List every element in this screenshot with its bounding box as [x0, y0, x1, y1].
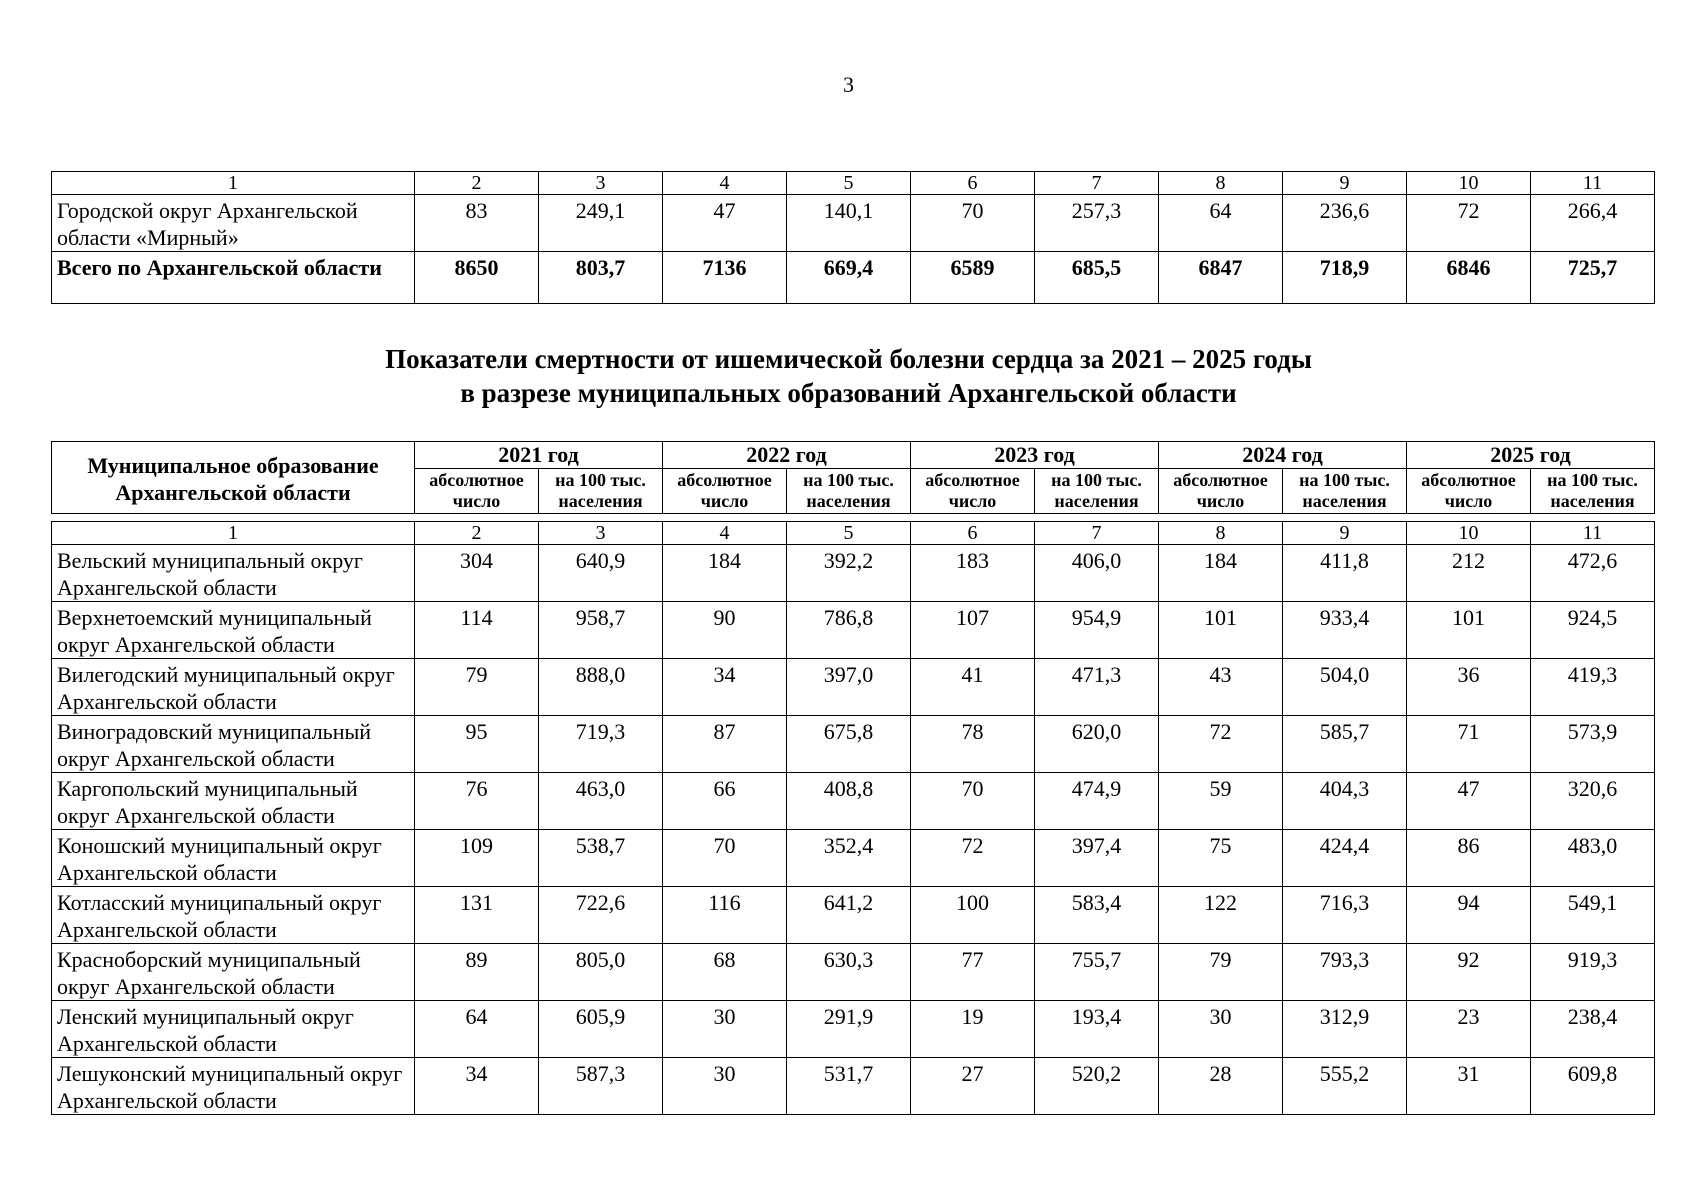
rate-value-cell: 406,0	[1035, 545, 1159, 602]
absolute-header-line: абсолютное	[925, 470, 1020, 490]
absolute-value-cell: 36	[1407, 659, 1531, 716]
rate-value-cell: 474,9	[1035, 773, 1159, 830]
per-100k-header	[1283, 469, 1407, 514]
rate-value-cell: 320,6	[1531, 773, 1655, 830]
absolute-value-cell: 7136	[663, 252, 787, 304]
absolute-value-cell: 30	[663, 1058, 787, 1115]
absolute-number-header	[663, 469, 787, 514]
rate-value-cell: 352,4	[787, 830, 911, 887]
absolute-value-cell: 70	[911, 195, 1035, 252]
rate-value-cell: 463,0	[539, 773, 663, 830]
municipality-name: Коношский муниципальный округ Архангельской области	[52, 830, 415, 887]
absolute-value-cell: 183	[911, 545, 1035, 602]
page-number: 3	[843, 72, 854, 97]
municipality-name: Котласский муниципальный округ Архангельской области	[52, 887, 415, 944]
municipality-name: Всего по Архангельской области	[52, 252, 415, 304]
column-index-cell: 7	[1035, 522, 1159, 545]
column-index-cell: 3	[539, 172, 663, 195]
rate-value-cell: 140,1	[787, 195, 911, 252]
table-row	[52, 659, 1655, 716]
rate-value-cell: 725,7	[1531, 252, 1655, 304]
column-index-cell: 9	[1283, 522, 1407, 545]
municipality-name: Вилегодский муниципальный округ Архангельской области	[52, 659, 415, 716]
rate-value-cell: 483,0	[1531, 830, 1655, 887]
absolute-value-cell: 116	[663, 887, 787, 944]
absolute-value-cell: 304	[415, 545, 539, 602]
title-line-1: Показатели смертности от ишемической болезни сердца за 2021 – 2025 годы	[385, 344, 1312, 374]
rate-value-cell: 397,4	[1035, 830, 1159, 887]
absolute-number-header	[1407, 469, 1531, 514]
absolute-header-line: число	[1196, 491, 1245, 511]
absolute-value-cell: 131	[415, 887, 539, 944]
column-index-cell: 5	[787, 172, 911, 195]
absolute-value-cell: 6589	[911, 252, 1035, 304]
per-100k-header-line: населения	[1550, 491, 1635, 511]
rate-value-cell: 640,9	[539, 545, 663, 602]
rate-value-cell: 583,4	[1035, 887, 1159, 944]
rate-value-cell: 722,6	[539, 887, 663, 944]
rate-value-cell: 392,2	[787, 545, 911, 602]
column-index-cell: 4	[663, 522, 787, 545]
column-index-cell: 2	[415, 522, 539, 545]
column-index-cell: 1	[52, 172, 415, 195]
rate-value-cell: 924,5	[1531, 602, 1655, 659]
rate-value-cell: 472,6	[1531, 545, 1655, 602]
absolute-value-cell: 70	[663, 830, 787, 887]
absolute-value-cell: 34	[663, 659, 787, 716]
rate-value-cell: 249,1	[539, 195, 663, 252]
table-row	[52, 195, 1655, 252]
column-index-cell: 2	[415, 172, 539, 195]
rate-value-cell: 193,4	[1035, 1001, 1159, 1058]
per-100k-header-line: населения	[806, 491, 891, 511]
rate-value-cell: 411,8	[1283, 545, 1407, 602]
rate-value-cell: 538,7	[539, 830, 663, 887]
absolute-value-cell: 41	[911, 659, 1035, 716]
year-header: 2025 год	[1407, 442, 1655, 469]
municipality-name: Верхнетоемский муниципальный округ Архангельской области	[52, 602, 415, 659]
absolute-value-cell: 68	[663, 944, 787, 1001]
per-100k-header-line: на 100 тыс.	[1051, 470, 1142, 490]
absolute-header-line: абсолютное	[429, 470, 524, 490]
absolute-value-cell: 31	[1407, 1058, 1531, 1115]
mortality-table	[51, 521, 1655, 1115]
absolute-value-cell: 76	[415, 773, 539, 830]
municipality-header: Муниципальное образование Архангельской области	[52, 442, 415, 514]
absolute-value-cell: 109	[415, 830, 539, 887]
per-100k-header	[539, 469, 663, 514]
rate-value-cell: 933,4	[1283, 602, 1407, 659]
rate-value-cell: 424,4	[1283, 830, 1407, 887]
absolute-value-cell: 66	[663, 773, 787, 830]
column-index-cell: 6	[911, 172, 1035, 195]
rate-value-cell: 587,3	[539, 1058, 663, 1115]
rate-value-cell: 419,3	[1531, 659, 1655, 716]
table-row	[52, 944, 1655, 1001]
absolute-value-cell: 184	[1159, 545, 1283, 602]
rate-value-cell: 755,7	[1035, 944, 1159, 1001]
municipality-name: Ленский муниципальный округ Архангельской области	[52, 1001, 415, 1058]
column-index-cell: 9	[1283, 172, 1407, 195]
absolute-value-cell: 89	[415, 944, 539, 1001]
rate-value-cell: 630,3	[787, 944, 911, 1001]
municipality-name: Каргопольский муниципальный округ Архангельской области	[52, 773, 415, 830]
per-100k-header-line: населения	[1054, 491, 1139, 511]
rate-value-cell: 793,3	[1283, 944, 1407, 1001]
absolute-value-cell: 19	[911, 1001, 1035, 1058]
absolute-value-cell: 72	[911, 830, 1035, 887]
municipality-name: Виноградовский муниципальный округ Архангельской области	[52, 716, 415, 773]
column-index-cell: 7	[1035, 172, 1159, 195]
table-title	[0, 342, 1697, 410]
rate-value-cell: 803,7	[539, 252, 663, 304]
municipality-name: Городской округ Архангельской области «Мирный»	[52, 195, 415, 252]
rate-value-cell: 919,3	[1531, 944, 1655, 1001]
rate-value-cell: 718,9	[1283, 252, 1407, 304]
absolute-value-cell: 94	[1407, 887, 1531, 944]
table-row	[52, 716, 1655, 773]
rate-value-cell: 573,9	[1531, 716, 1655, 773]
absolute-value-cell: 59	[1159, 773, 1283, 830]
rate-value-cell: 504,0	[1283, 659, 1407, 716]
absolute-value-cell: 47	[663, 195, 787, 252]
column-index-cell: 11	[1531, 172, 1655, 195]
per-100k-header	[1531, 469, 1655, 514]
absolute-value-cell: 92	[1407, 944, 1531, 1001]
absolute-value-cell: 30	[1159, 1001, 1283, 1058]
rate-value-cell: 805,0	[539, 944, 663, 1001]
absolute-value-cell: 95	[415, 716, 539, 773]
absolute-header-line: число	[1444, 491, 1493, 511]
absolute-number-header	[415, 469, 539, 514]
column-index-cell: 6	[911, 522, 1035, 545]
per-100k-header-line: на 100 тыс.	[803, 470, 894, 490]
absolute-value-cell: 75	[1159, 830, 1283, 887]
absolute-value-cell: 28	[1159, 1058, 1283, 1115]
title-line-2: в разрезе муниципальных образований Архангельской области	[460, 378, 1237, 408]
absolute-header-line: абсолютное	[1421, 470, 1516, 490]
year-header: 2024 год	[1159, 442, 1407, 469]
rate-value-cell: 669,4	[787, 252, 911, 304]
rate-value-cell: 958,7	[539, 602, 663, 659]
absolute-value-cell: 6846	[1407, 252, 1531, 304]
column-index-cell: 4	[663, 172, 787, 195]
year-header: 2023 год	[911, 442, 1159, 469]
absolute-value-cell: 212	[1407, 545, 1531, 602]
table-row	[52, 1058, 1655, 1115]
absolute-value-cell: 27	[911, 1058, 1035, 1115]
rate-value-cell: 609,8	[1531, 1058, 1655, 1115]
rate-value-cell: 685,5	[1035, 252, 1159, 304]
rate-value-cell: 641,2	[787, 887, 911, 944]
rate-value-cell: 397,0	[787, 659, 911, 716]
absolute-value-cell: 114	[415, 602, 539, 659]
rate-value-cell: 675,8	[787, 716, 911, 773]
absolute-value-cell: 90	[663, 602, 787, 659]
column-index-row	[52, 522, 1655, 545]
per-100k-header-line: на 100 тыс.	[1547, 470, 1638, 490]
absolute-value-cell: 43	[1159, 659, 1283, 716]
column-index-cell: 10	[1407, 522, 1531, 545]
table-row	[52, 602, 1655, 659]
year-header: 2021 год	[415, 442, 663, 469]
table-row	[52, 887, 1655, 944]
municipality-name: Красноборский муниципальный округ Архангельской области	[52, 944, 415, 1001]
absolute-header-line: число	[700, 491, 749, 511]
rate-value-cell: 404,3	[1283, 773, 1407, 830]
rate-value-cell: 719,3	[539, 716, 663, 773]
absolute-value-cell: 107	[911, 602, 1035, 659]
per-100k-header	[1035, 469, 1159, 514]
rate-value-cell: 471,3	[1035, 659, 1159, 716]
absolute-value-cell: 101	[1407, 602, 1531, 659]
absolute-value-cell: 8650	[415, 252, 539, 304]
absolute-number-header	[1159, 469, 1283, 514]
absolute-value-cell: 184	[663, 545, 787, 602]
rate-value-cell: 605,9	[539, 1001, 663, 1058]
absolute-value-cell: 87	[663, 716, 787, 773]
rate-value-cell: 520,2	[1035, 1058, 1159, 1115]
column-index-cell: 8	[1159, 172, 1283, 195]
table-row	[52, 773, 1655, 830]
rate-value-cell: 531,7	[787, 1058, 911, 1115]
table-row	[52, 830, 1655, 887]
absolute-value-cell: 78	[911, 716, 1035, 773]
absolute-header-line: абсолютное	[1173, 470, 1268, 490]
rate-value-cell: 888,0	[539, 659, 663, 716]
absolute-value-cell: 72	[1159, 716, 1283, 773]
rate-value-cell: 786,8	[787, 602, 911, 659]
rate-value-cell: 238,4	[1531, 1001, 1655, 1058]
column-index-cell: 8	[1159, 522, 1283, 545]
per-100k-header-line: на 100 тыс.	[555, 470, 646, 490]
rate-value-cell: 408,8	[787, 773, 911, 830]
absolute-value-cell: 64	[1159, 195, 1283, 252]
rate-value-cell: 954,9	[1035, 602, 1159, 659]
absolute-value-cell: 6847	[1159, 252, 1283, 304]
column-index-cell: 10	[1407, 172, 1531, 195]
absolute-value-cell: 71	[1407, 716, 1531, 773]
absolute-value-cell: 101	[1159, 602, 1283, 659]
per-100k-header-line: на 100 тыс.	[1299, 470, 1390, 490]
rate-value-cell: 585,7	[1283, 716, 1407, 773]
column-index-cell: 3	[539, 522, 663, 545]
rate-value-cell: 716,3	[1283, 887, 1407, 944]
rate-value-cell: 266,4	[1531, 195, 1655, 252]
per-100k-header-line: населения	[1302, 491, 1387, 511]
column-index-cell: 1	[52, 522, 415, 545]
rate-value-cell: 549,1	[1531, 887, 1655, 944]
per-100k-header	[787, 469, 911, 514]
absolute-header-line: число	[452, 491, 501, 511]
table-row	[52, 545, 1655, 602]
column-index-cell: 5	[787, 522, 911, 545]
rate-value-cell: 291,9	[787, 1001, 911, 1058]
column-index-cell: 11	[1531, 522, 1655, 545]
absolute-value-cell: 47	[1407, 773, 1531, 830]
absolute-value-cell: 122	[1159, 887, 1283, 944]
table-row	[52, 1001, 1655, 1058]
absolute-value-cell: 86	[1407, 830, 1531, 887]
municipality-name: Лешуконский муниципальный округ Архангельской области	[52, 1058, 415, 1115]
absolute-value-cell: 70	[911, 773, 1035, 830]
rate-value-cell: 236,6	[1283, 195, 1407, 252]
municipality-name: Вельский муниципальный округ Архангельской области	[52, 545, 415, 602]
absolute-number-header	[911, 469, 1035, 514]
absolute-header-line: число	[948, 491, 997, 511]
rate-value-cell: 620,0	[1035, 716, 1159, 773]
absolute-value-cell: 30	[663, 1001, 787, 1058]
rate-value-cell: 555,2	[1283, 1058, 1407, 1115]
absolute-value-cell: 72	[1407, 195, 1531, 252]
absolute-value-cell: 64	[415, 1001, 539, 1058]
per-100k-header-line: населения	[558, 491, 643, 511]
absolute-value-cell: 100	[911, 887, 1035, 944]
absolute-header-line: абсолютное	[677, 470, 772, 490]
absolute-value-cell: 77	[911, 944, 1035, 1001]
rate-value-cell: 257,3	[1035, 195, 1159, 252]
absolute-value-cell: 23	[1407, 1001, 1531, 1058]
year-header: 2022 год	[663, 442, 911, 469]
absolute-value-cell: 79	[415, 659, 539, 716]
total-row	[52, 252, 1655, 304]
absolute-value-cell: 34	[415, 1058, 539, 1115]
column-index-row	[52, 172, 1655, 195]
mortality-table-header	[51, 441, 1655, 514]
absolute-value-cell: 79	[1159, 944, 1283, 1001]
rate-value-cell: 312,9	[1283, 1001, 1407, 1058]
absolute-value-cell: 83	[415, 195, 539, 252]
continued-table	[51, 171, 1655, 304]
